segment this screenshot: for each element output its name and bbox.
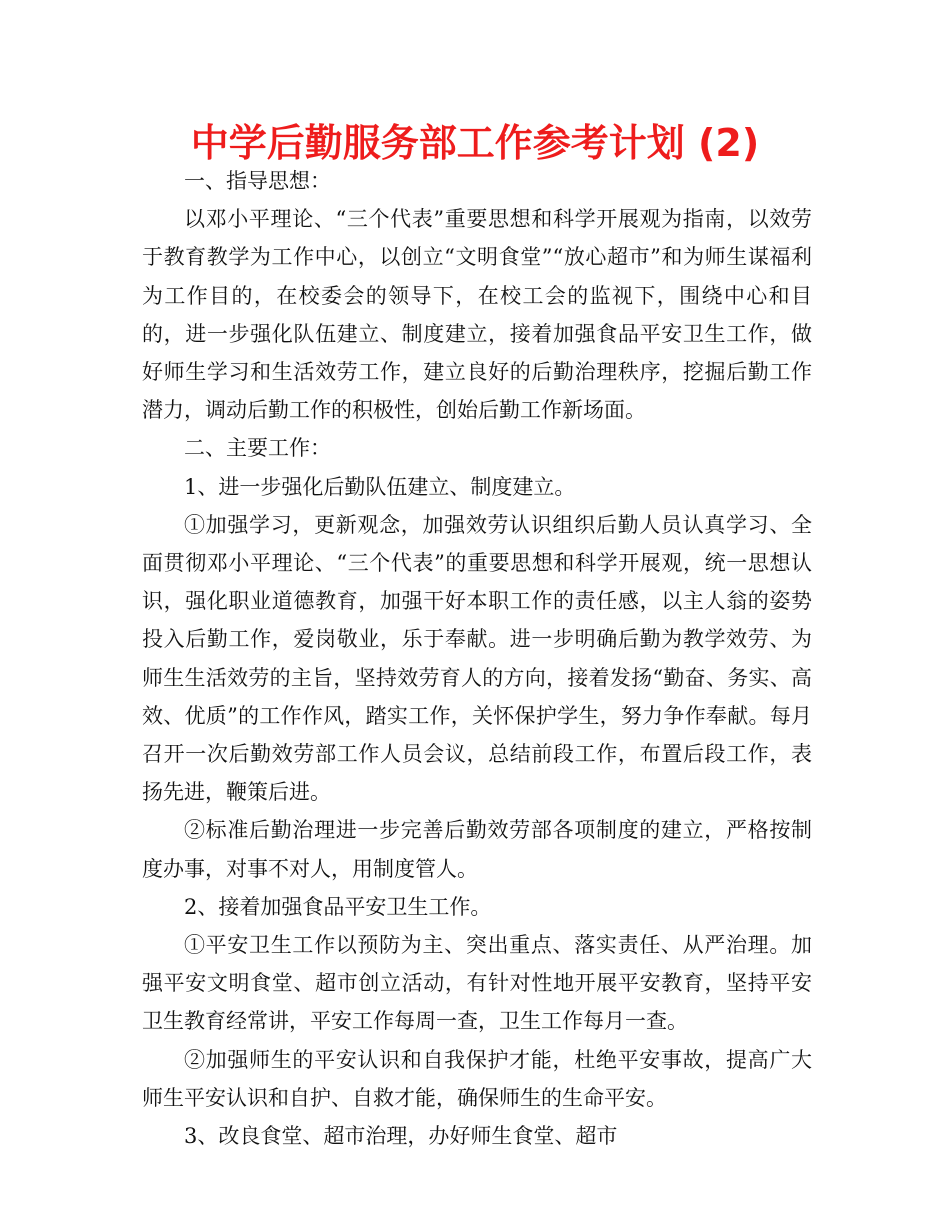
paragraph-item-2-2: ②加强师生的平安认识和自我保护才能，杜绝平安事故，提高广大师生平安认识和自护、自救才能，确保师生的生命平安。 bbox=[142, 1047, 812, 1110]
paragraph-item-2: 2、接着加强食品平安卫生工作。 bbox=[184, 894, 492, 919]
paragraph-item-1: 1、进一步强化后勤队伍建立、制度建立。 bbox=[184, 474, 576, 499]
paragraph-item-1-1: ①加强学习，更新观念，加强效劳认识组织后勤人员认真学习、全面贯彻邓小平理论、“三个代表”的重要思想和科学开展观，统一思想认识，强化职业道德教育，加强干好本职工作的责任感，以主人翁的姿势投入后勤工作，爱岗敬业，乐于奉献。进一步明确后勤为教学效劳、为师生生活效劳的主旨，坚持效劳育人的方向，接着发扬“勤奋、务实、高效、优质”的工作作风，踏实工作，关怀保护学生，努力争作奉献。每月召开一次后勤效劳部工作人员会议，总结前段工作，布置后段工作，表扬先进，鞭策后进。 bbox=[142, 512, 812, 805]
paragraph-heading-guiding-thought: 一、指导思想： bbox=[184, 169, 331, 193]
paragraph-item-2-1: ①平安卫生工作以预防为主、突出重点、落实责任、从严治理。加强平安文明食堂、超市创立活动，有针对性地开展平安教育，坚持平安卫生教育经常讲，平安工作每周一查，卫生工作每月一查。 bbox=[142, 933, 812, 1034]
paragraph-item-3: 3、改良食堂、超市治理，办好师生食堂、超市 bbox=[184, 1124, 618, 1149]
document-body bbox=[142, 162, 812, 1155]
paragraph-heading-main-work: 二、主要工作： bbox=[184, 436, 331, 461]
paragraph-guiding-thought: 以邓小平理论、“三个代表”重要思想和科学开展观为指南，以效劳于教育教学为工作中心，以创立“文明食堂”“放心超市”和为师生谋福利为工作目的，在校委会的领导下，在校工会的监视下，围绕中心和目的，进一步强化队伍建立、制度建立，接着加强食品平安卫生工作，做好师生学习和生活效劳工作，建立良好的后勤治理秩序，挖掘后勤工作潜力，调动后勤工作的积极性，创始后勤工作新场面。 bbox=[142, 207, 812, 423]
paragraph-item-1-2: ②标准后勤治理进一步完善后勤效劳部各项制度的建立，严格按制度办事，对事不对人，用制度管人。 bbox=[142, 818, 812, 881]
document-title: 中学后勤服务部工作参考计划 (2) bbox=[190, 121, 760, 165]
